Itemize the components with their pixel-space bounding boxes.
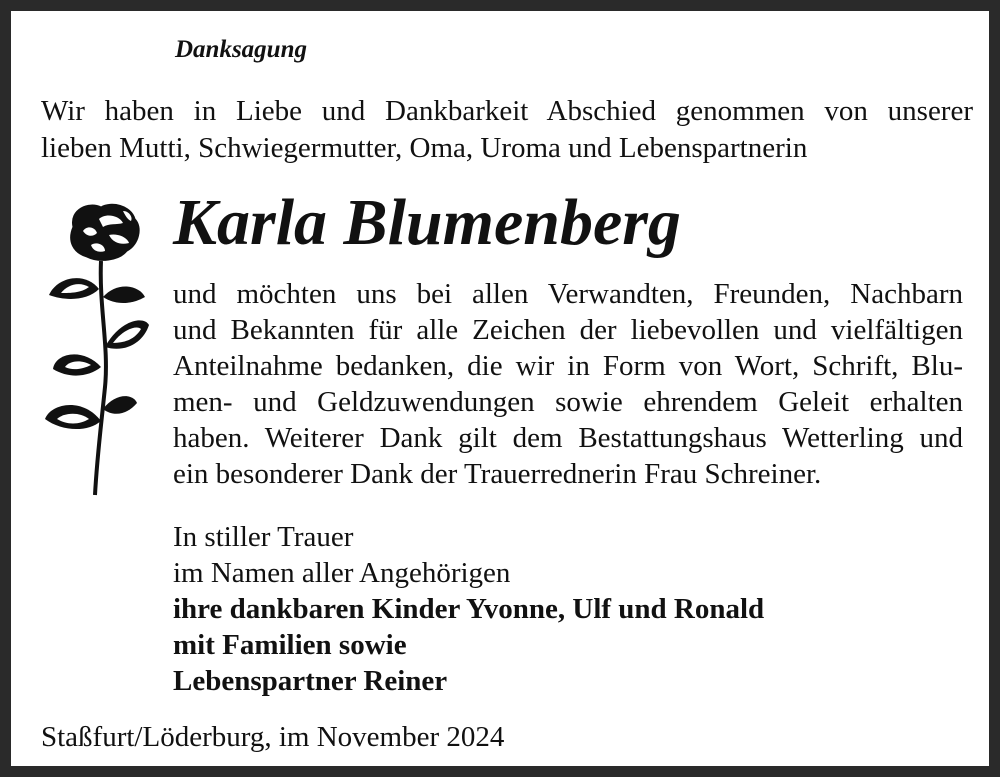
intro-line: lieben Mutti, Schwiegermutter, Oma, Uroma und Lebenspartnerin [41, 132, 808, 164]
thanks-text [173, 276, 963, 492]
thanks-line: Anteilnahme bedanken, die wir in Form von Wort, Schrift, Blu- [173, 350, 963, 382]
intro-line: Wir haben in Liebe und Dankbarkeit Abschied genommen von unserer [41, 95, 973, 127]
deceased-name: Karla Blumenberg [173, 186, 681, 259]
thanks-line: und Bekannten für alle Zeichen der liebevollen und vielfältigen [173, 314, 963, 346]
intro-text [41, 93, 973, 167]
signature-line: im Namen aller Angehörigen [173, 557, 511, 589]
signature-line: In stiller Trauer [173, 521, 354, 553]
notice-heading: Danksagung [175, 36, 307, 63]
signature-block [173, 519, 764, 699]
rose-icon [39, 197, 151, 497]
signature-mourners: Lebenspartner Reiner [173, 665, 448, 697]
thanks-line: haben. Weiterer Dank gilt dem Bestattungshaus Wetterling und [173, 422, 963, 454]
signature-mourners: mit Familien sowie [173, 629, 407, 661]
thanks-line: und möchten uns bei allen Verwandten, Freunden, Nachbarn [173, 278, 963, 310]
thanks-line: ein besonderer Dank der Trauerrednerin Frau Schreiner. [173, 458, 822, 490]
signature-mourners: ihre dankbaren Kinder Yvonne, Ulf und Ronald [173, 593, 765, 625]
thanks-line: men- und Geldzuwendungen sowie ehrendem Geleit erhalten [173, 386, 963, 418]
place-date: Staßfurt/Löderburg, im November 2024 [41, 721, 505, 753]
